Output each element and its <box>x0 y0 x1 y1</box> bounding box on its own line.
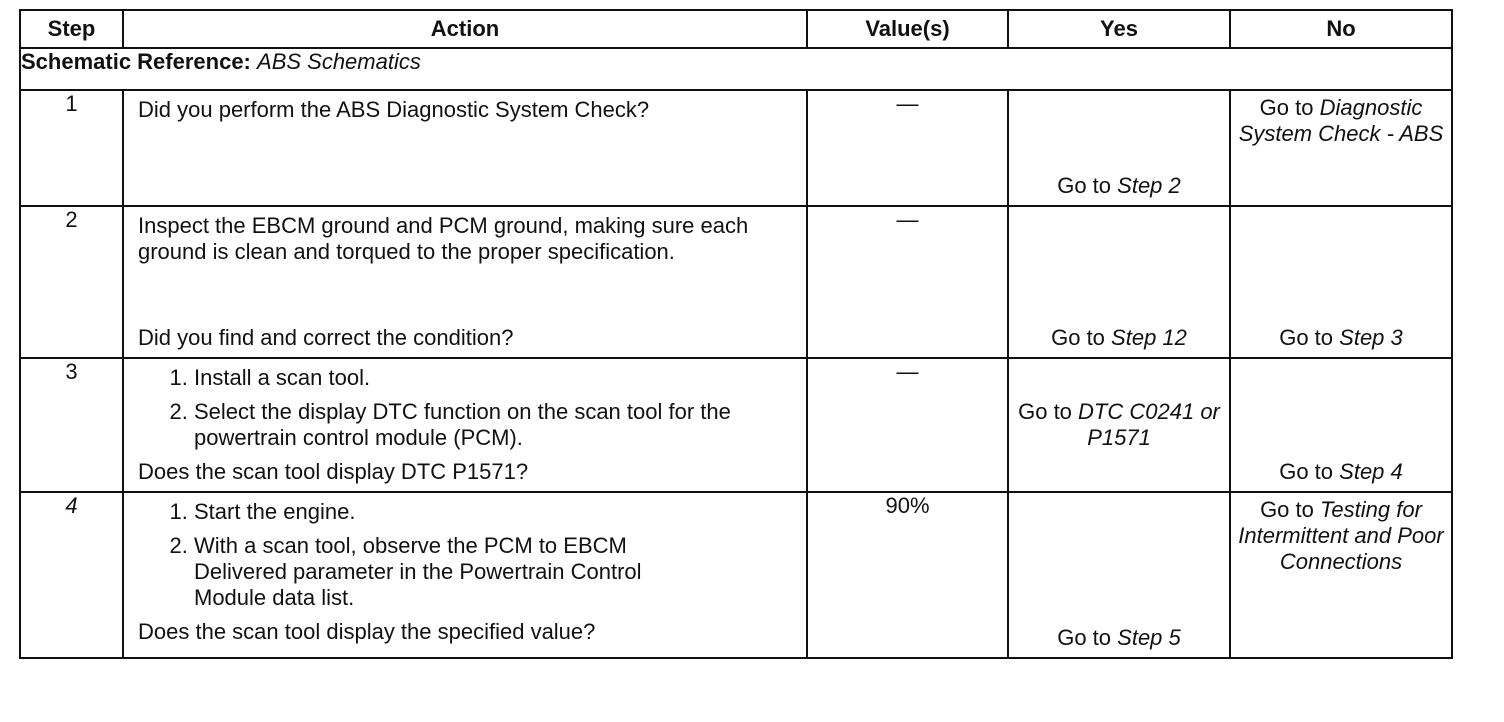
schematic-reference <box>20 48 1452 90</box>
action-question: Does the scan tool display DTC P1571? <box>138 459 529 484</box>
action-text: Did you perform the ABS Diagnostic System Check? <box>138 97 650 122</box>
yes-link[interactable]: Step 5 <box>1117 625 1181 650</box>
yes-prefix: Go to <box>1057 173 1112 198</box>
yes-link[interactable]: DTC C0241 or P1571 <box>1078 399 1220 450</box>
action-cell <box>123 358 807 492</box>
header-yes: Yes <box>1008 10 1230 48</box>
action-item: 2. With a scan tool, observe the PCM to EBCM Delivered parameter in the Powertrain Control Module data list. <box>194 533 792 611</box>
step-number: 2 <box>20 206 123 358</box>
no-cell <box>1230 358 1452 492</box>
no-prefix: Go to <box>1260 497 1314 522</box>
yes-prefix: Go to <box>1057 625 1112 650</box>
action-question: Does the scan tool display the specified value? <box>138 619 596 644</box>
yes-prefix: Go to <box>1051 325 1105 350</box>
schematic-reference-row <box>20 48 1452 90</box>
action-cell <box>123 492 807 658</box>
action-item: 1. Start the engine. <box>194 499 792 525</box>
header-step: Step <box>20 10 123 48</box>
yes-prefix: Go to <box>1018 399 1072 424</box>
action-question: Did you find and correct the condition? <box>138 325 514 350</box>
table-row <box>20 90 1452 206</box>
table-row <box>20 492 1452 658</box>
table-row <box>20 206 1452 358</box>
yes-cell <box>1008 90 1230 206</box>
action-item: 2. Select the display DTC function on the scan tool for the powertrain control module (PCM). <box>194 399 792 451</box>
header-action: Action <box>123 10 807 48</box>
no-link[interactable]: Step 4 <box>1339 459 1403 484</box>
no-prefix: Go to <box>1259 95 1314 120</box>
action-cell <box>123 206 807 358</box>
no-cell <box>1230 492 1452 658</box>
header-no: No <box>1230 10 1452 48</box>
no-prefix: Go to <box>1279 325 1334 350</box>
no-link[interactable]: Testing for Intermittent and Poor Connections <box>1238 497 1444 574</box>
yes-cell <box>1008 492 1230 658</box>
value-cell: — <box>807 358 1008 492</box>
no-link[interactable]: Step 3 <box>1339 325 1403 350</box>
step-number: 4 <box>20 492 123 658</box>
yes-cell <box>1008 206 1230 358</box>
value-cell: — <box>807 206 1008 358</box>
header-row <box>20 10 1452 48</box>
step-number: 3 <box>20 358 123 492</box>
action-cell <box>123 90 807 206</box>
diagnostic-table <box>19 9 1453 659</box>
action-item: 1. Install a scan tool. <box>194 365 792 391</box>
table-row <box>20 358 1452 492</box>
no-cell <box>1230 90 1452 206</box>
value-cell: — <box>807 90 1008 206</box>
schematic-label: Schematic Reference: <box>21 49 251 74</box>
header-values: Value(s) <box>807 10 1008 48</box>
yes-link[interactable]: Step 2 <box>1117 173 1181 198</box>
no-cell <box>1230 206 1452 358</box>
schematic-value: ABS Schematics <box>257 49 421 74</box>
no-prefix: Go to <box>1279 459 1334 484</box>
value-cell: 90% <box>807 492 1008 658</box>
step-number: 1 <box>20 90 123 206</box>
yes-link[interactable]: Step 12 <box>1111 325 1187 350</box>
action-text: Inspect the EBCM ground and PCM ground, making sure each ground is clean and torqued to the proper specification. <box>138 213 749 264</box>
no-link[interactable]: Diagnostic System Check - ABS <box>1238 95 1444 146</box>
yes-cell <box>1008 358 1230 492</box>
